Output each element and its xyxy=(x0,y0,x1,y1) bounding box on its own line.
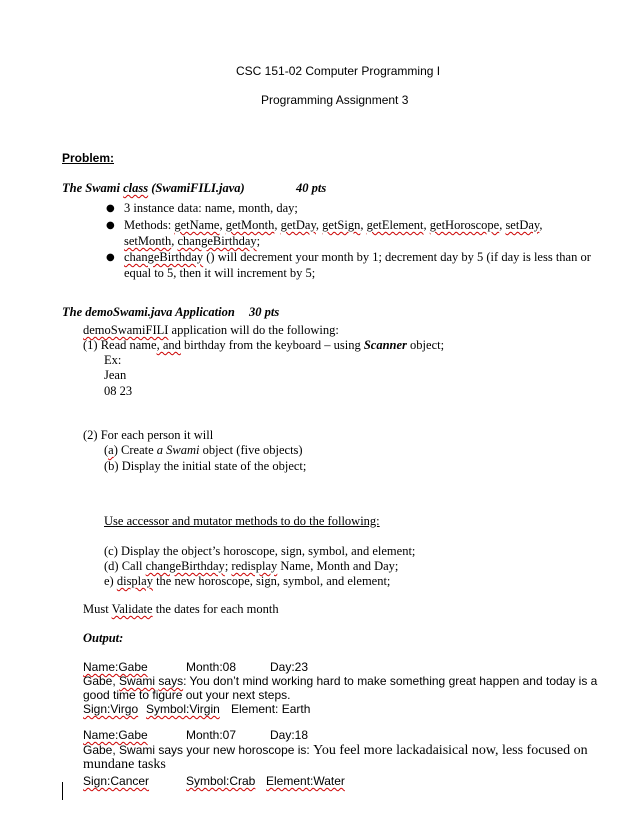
demo-app-title: The demoSwami.java Application xyxy=(62,305,235,319)
step-2d-line xyxy=(104,559,398,574)
run2-element xyxy=(266,774,345,788)
problem-heading: Problem: xyxy=(62,151,115,165)
run2-element-text: Element:Water xyxy=(266,774,345,788)
step-2a-line xyxy=(104,443,303,458)
methods-line-2 xyxy=(124,234,260,249)
step-2e-a: e) xyxy=(104,574,117,588)
sep: , xyxy=(219,218,226,232)
method-setday: setDay xyxy=(505,218,540,232)
change-birthday-line xyxy=(124,250,591,265)
step-2a-d: a Swami xyxy=(156,443,200,457)
step-2a-b: a xyxy=(108,443,114,457)
run2-month: Month:07 xyxy=(186,728,237,742)
use-methods-heading: Use accessor and mutator methods to do the following: xyxy=(104,514,380,528)
method-getmonth: getMonth xyxy=(225,218,275,232)
example-name: Jean xyxy=(104,368,127,382)
swami-title-b: class xyxy=(123,181,149,195)
validate-c: the dates for each month xyxy=(152,602,279,616)
example-date: 08 23 xyxy=(104,384,133,398)
run1-says-line-2: good time to figure out your next steps. xyxy=(83,688,291,702)
swami-class-points: 40 pts xyxy=(296,181,327,195)
run2-day: Day:18 xyxy=(270,728,309,742)
step-2e-line xyxy=(104,574,390,589)
step-1-c: birthday from the keyboard – using xyxy=(180,338,364,352)
run2-says-a: Gabe, Swami says your new horoscope is: xyxy=(83,743,314,757)
sep: , xyxy=(171,234,178,248)
step-2d-b: changeBirthday xyxy=(145,559,225,573)
run1-sign-text: Sign:Virgo xyxy=(83,702,139,716)
step-1-b: , and xyxy=(156,338,181,352)
instance-data-line: 3 instance data: name, month, day; xyxy=(124,201,298,215)
sep: , xyxy=(315,218,323,232)
step-2-line: (2) For each person it will xyxy=(83,428,214,442)
run2-says-b: You feel more lackadaisical now, less focused on xyxy=(313,743,588,758)
step-1-e: object; xyxy=(406,338,445,352)
scanner-word: Scanner xyxy=(363,338,407,352)
output-heading: Output: xyxy=(83,631,124,645)
validate-line xyxy=(83,602,279,617)
step-2d-a: (d) Call xyxy=(104,559,146,573)
method-gethoroscope: getHoroscope xyxy=(429,218,500,232)
run2-sign-text: Sign:Cancer xyxy=(83,774,150,788)
step-2a-e: object (five objects) xyxy=(199,443,303,457)
step-2e-b: display xyxy=(116,574,153,588)
assignment-title: Programming Assignment 3 xyxy=(261,93,409,107)
run1-says-b: Swami xyxy=(119,674,156,688)
run2-name-text: Name:Gabe xyxy=(83,728,148,742)
run2-says-line-2: mundane tasks xyxy=(83,757,166,772)
methods-label: Methods: xyxy=(124,218,175,232)
run1-element: Element: Earth xyxy=(231,702,311,716)
swami-class-title xyxy=(62,181,245,196)
step-2d-c: ; xyxy=(224,559,232,573)
course-title: CSC 151-02 Computer Programming I xyxy=(236,64,441,78)
run1-name-text: Name:Gabe xyxy=(83,660,148,674)
step-1-line xyxy=(83,338,444,353)
change-birthday-name: changeBirthday xyxy=(124,250,204,264)
demo-intro-text: application will do the following: xyxy=(168,323,339,337)
step-2a-a: ( xyxy=(104,443,109,457)
run2-symbol-text: Symbol:Crab xyxy=(186,774,256,788)
run1-says-a: Gabe, xyxy=(83,674,120,688)
sep: , xyxy=(274,218,281,232)
step-2b-line: (b) Display the initial state of the object; xyxy=(104,459,307,473)
text-cursor xyxy=(62,782,63,800)
step-2d-d: redisplay xyxy=(231,559,278,573)
run2-name xyxy=(83,728,148,742)
sep: ; xyxy=(256,234,261,248)
swami-title-a: The Swami xyxy=(62,181,124,195)
step-2a-c: ) Create xyxy=(113,443,157,457)
method-getname: getName xyxy=(174,218,220,232)
run2-sign xyxy=(83,774,149,788)
bullet-icon: ● xyxy=(106,220,115,231)
sep: , xyxy=(423,218,430,232)
run1-symbol xyxy=(146,702,220,716)
step-2d-e: Name, Month and Day; xyxy=(277,559,399,573)
run1-sign xyxy=(83,702,138,716)
step-2e-c: the new horoscope, sign, symbol, and element; xyxy=(152,574,391,588)
demo-class-name: demoSwamiFILI xyxy=(83,323,169,337)
validate-a: Must xyxy=(83,602,112,616)
step-1-a: (1) Read name xyxy=(83,338,157,352)
step-2c-line: (c) Display the object’s horoscope, sign, symbol, and element; xyxy=(104,544,416,558)
run1-says-d: says xyxy=(158,674,184,688)
sep: , xyxy=(360,218,367,232)
run1-says-line xyxy=(83,674,597,688)
run1-day: Day:23 xyxy=(270,660,309,674)
demo-app-points: 30 pts xyxy=(249,305,280,319)
run1-month: Month:08 xyxy=(186,660,237,674)
change-birthday-desc: () will decrement your month by 1; decrement day by 5 (if day is less than or xyxy=(203,250,591,264)
sep: , xyxy=(499,218,506,232)
bullet-icon: ● xyxy=(106,203,115,214)
run1-name xyxy=(83,660,148,674)
validate-b: Validate xyxy=(111,602,153,616)
bullet-icon: ● xyxy=(106,252,115,263)
run1-symbol-text: Symbol:Virgin xyxy=(146,702,220,716)
run1-says-e: : You don’t mind working hard to make something great happen and today is a xyxy=(183,674,598,688)
method-getsign: getSign xyxy=(322,218,361,232)
sep: , xyxy=(539,218,543,232)
method-changebirthday: changeBirthday xyxy=(177,234,257,248)
methods-line xyxy=(124,218,542,233)
method-getday: getDay xyxy=(280,218,316,232)
method-setmonth: setMonth xyxy=(124,234,172,248)
run2-symbol xyxy=(186,774,255,788)
method-getelement: getElement xyxy=(366,218,424,232)
demo-intro-line xyxy=(83,323,339,338)
example-label: Ex: xyxy=(104,353,122,367)
change-birthday-line-2: equal to 5, then it will increment by 5; xyxy=(124,266,316,280)
swami-title-c: (SwamiFILI.java) xyxy=(148,181,245,195)
